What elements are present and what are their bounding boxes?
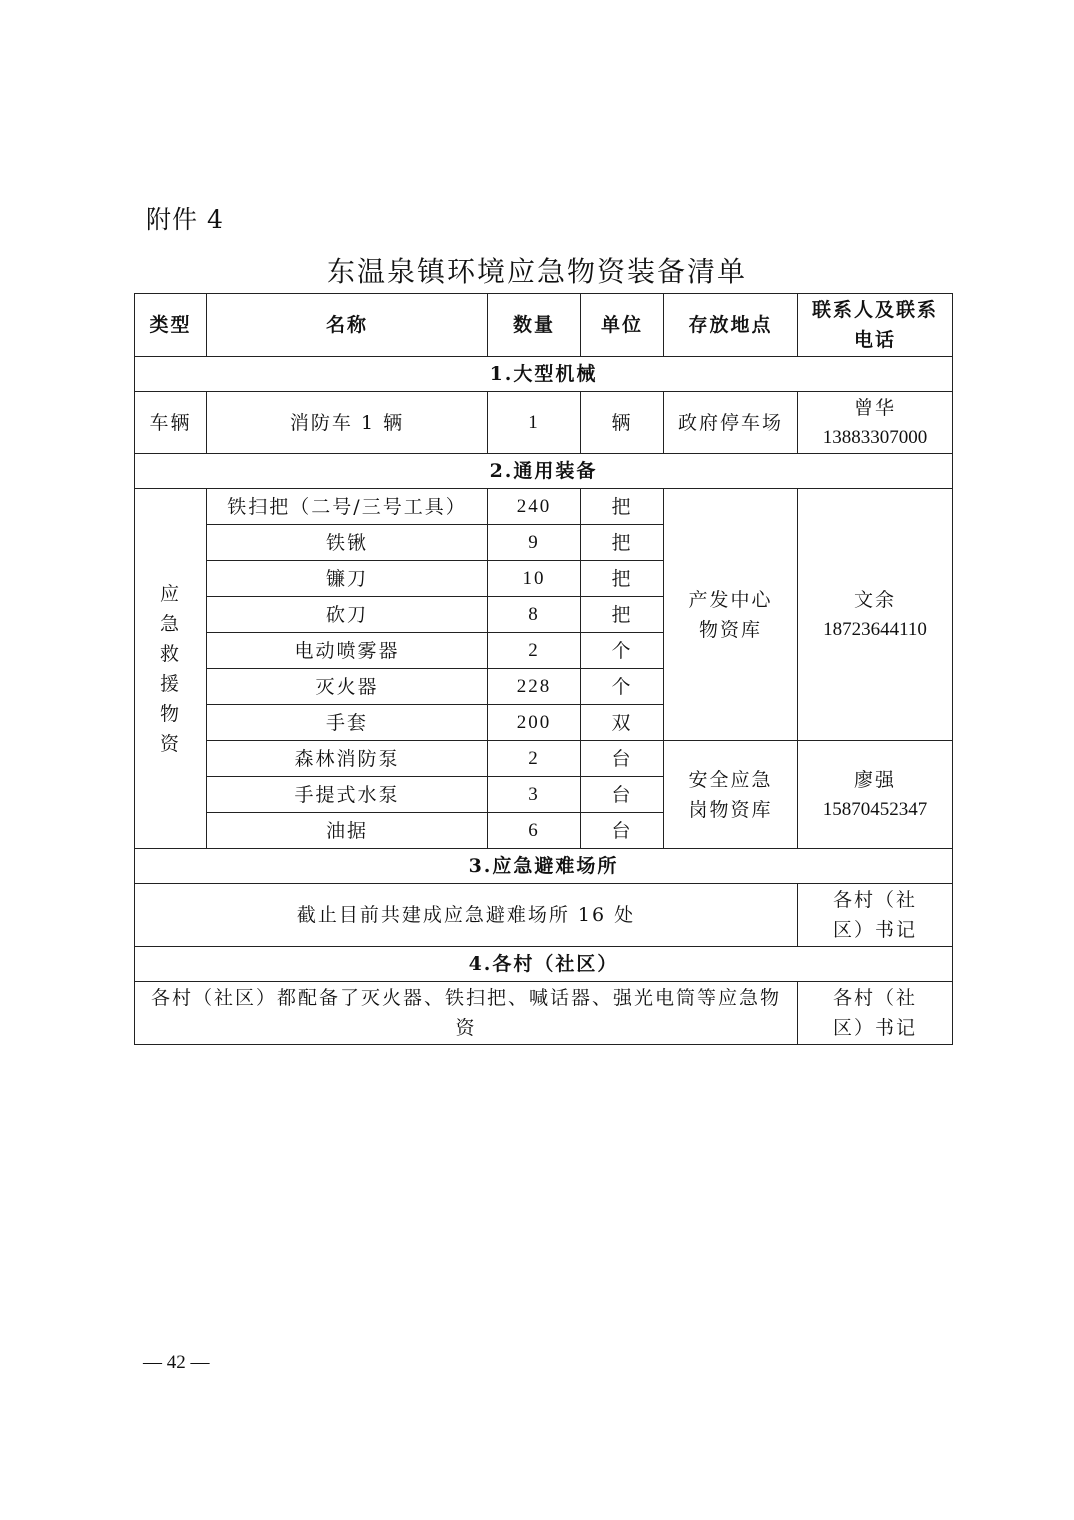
- cell-location: [664, 489, 798, 741]
- cell-qty: 1: [488, 392, 581, 454]
- contact-name: 文余: [853, 588, 896, 611]
- header-location: 存放地点: [664, 294, 798, 357]
- contact-phone: 18723644110: [823, 618, 927, 640]
- cell-contact: [798, 489, 953, 741]
- cell-unit: 个: [581, 669, 664, 705]
- cell-type: 车辆: [135, 392, 207, 454]
- cell-qty: 2: [488, 633, 581, 669]
- section-heading: 3.应急避难场所: [135, 849, 953, 884]
- cell-qty: 10: [488, 561, 581, 597]
- contact-phone: 15870452347: [822, 798, 928, 820]
- cell-name: 铁锹: [207, 525, 488, 561]
- cell-unit: 台: [581, 777, 664, 813]
- header-contact: 联系人及联系电话: [798, 294, 953, 357]
- materials-table: [134, 293, 953, 1045]
- cell-type: [135, 489, 207, 849]
- cell-unit: 把: [581, 597, 664, 633]
- location-text: 安全应急岗物资库: [688, 768, 773, 821]
- cell-name: 镰刀: [207, 561, 488, 597]
- section-row: [135, 947, 953, 982]
- cell-qty: 200: [488, 705, 581, 741]
- cell-unit: 把: [581, 561, 664, 597]
- cell-contact: [798, 392, 953, 454]
- cell-qty: 240: [488, 489, 581, 525]
- contact-phone: 13883307000: [822, 426, 928, 448]
- cell-unit: 台: [581, 813, 664, 849]
- section-row: [135, 357, 953, 392]
- cell-qty: 228: [488, 669, 581, 705]
- location-text: 产发中心物资库: [688, 588, 773, 641]
- cell-qty: 3: [488, 777, 581, 813]
- table-row: [135, 982, 953, 1045]
- cell-qty: 2: [488, 741, 581, 777]
- cell-qty: 6: [488, 813, 581, 849]
- section-row: [135, 454, 953, 489]
- document-title: 东温泉镇环境应急物资装备清单: [326, 255, 747, 288]
- header-type: 类型: [135, 294, 207, 357]
- cell-contact: [798, 884, 953, 947]
- cell-unit: 台: [581, 741, 664, 777]
- table-header-row: [135, 294, 953, 357]
- cell-location: [664, 741, 798, 849]
- cell-unit: 辆: [581, 392, 664, 454]
- cell-name: 手套: [207, 705, 488, 741]
- contact-name: 廖强: [853, 768, 896, 791]
- cell-contact: [798, 741, 953, 849]
- page-number: — 42 —: [143, 1352, 210, 1373]
- cell-unit: 个: [581, 633, 664, 669]
- cell-name: 森林消防泵: [207, 741, 488, 777]
- cell-contact: [798, 982, 953, 1045]
- cell-qty: 9: [488, 525, 581, 561]
- cell-qty: 8: [488, 597, 581, 633]
- cell-description: [135, 982, 798, 1045]
- cell-location: 政府停车场: [664, 392, 798, 454]
- table-row: [135, 489, 953, 525]
- cell-description: 截止目前共建成应急避难场所 16 处: [135, 884, 798, 947]
- table-row: [135, 392, 953, 454]
- contact-text: 各村（社区）书记: [832, 987, 917, 1039]
- section-heading: 4.各村（社区）: [135, 947, 953, 982]
- header-name: 名称: [207, 294, 488, 357]
- cell-unit: 把: [581, 489, 664, 525]
- type-vertical-text: 应急救援物资: [159, 582, 181, 755]
- header-unit: 单位: [581, 294, 664, 357]
- contact-name: 曾华: [853, 396, 896, 419]
- cell-name: 消防车 1 辆: [207, 392, 488, 454]
- description-text: 各村（社区）都配备了灭火器、铁扫把、喊话器、强光电筒等应急物资: [150, 987, 781, 1039]
- header-qty: 数量: [488, 294, 581, 357]
- section-heading: 2.通用装备: [135, 454, 953, 489]
- contact-text: 各村（社区）书记: [832, 889, 917, 941]
- cell-name: 油据: [207, 813, 488, 849]
- attachment-label: 附件 4: [146, 205, 224, 234]
- cell-name: 手提式水泵: [207, 777, 488, 813]
- table-row: [135, 884, 953, 947]
- cell-name: 电动喷雾器: [207, 633, 488, 669]
- table-row: [135, 741, 953, 777]
- cell-unit: 把: [581, 525, 664, 561]
- cell-name: 砍刀: [207, 597, 488, 633]
- cell-name: 灭火器: [207, 669, 488, 705]
- section-row: [135, 849, 953, 884]
- section-heading: 1.大型机械: [135, 357, 953, 392]
- cell-name: 铁扫把（二号/三号工具）: [207, 489, 488, 525]
- cell-unit: 双: [581, 705, 664, 741]
